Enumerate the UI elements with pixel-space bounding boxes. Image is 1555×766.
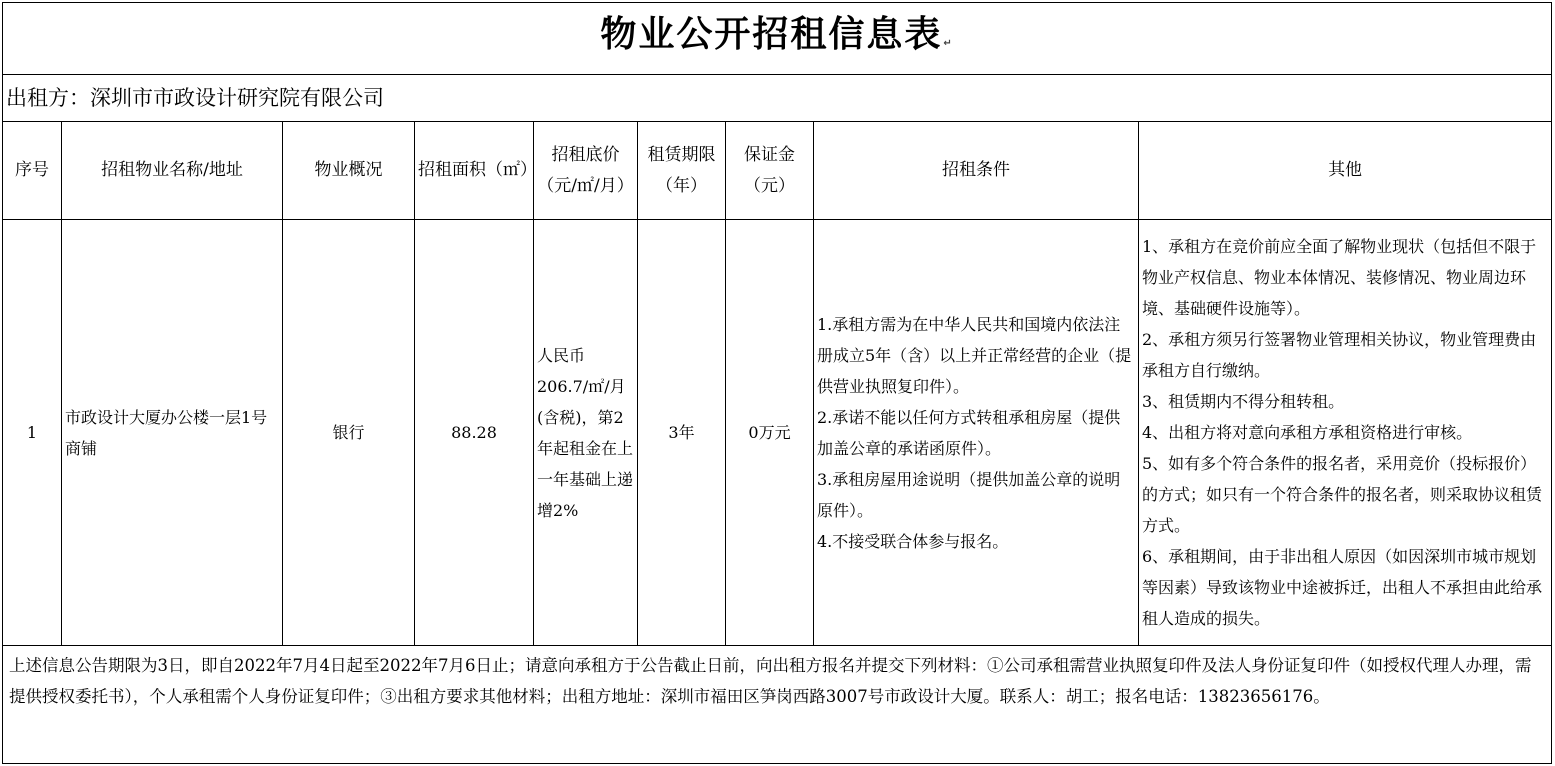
cell-seq: 1 — [3, 220, 62, 646]
table-row — [3, 220, 1552, 646]
header-other: 其他 — [1139, 122, 1552, 220]
condition-item: 2.承诺不能以任何方式转租承租房屋（提供加盖公章的承诺函原件）。 — [817, 407, 1121, 458]
condition-item: 1.承租方需为在中华人民共和国境内依法注册成立5年（含）以上并正常经营的企业（提供营业执照复印件）。 — [817, 314, 1132, 396]
cell-overview: 银行 — [283, 220, 415, 646]
header-seq: 序号 — [3, 122, 62, 220]
cell-area: 88.28 — [415, 220, 534, 646]
condition-item: 3.承租房屋用途说明（提供加盖公章的说明原件）。 — [817, 469, 1121, 520]
cell-name: 市政设计大厦办公楼一层1号商铺 — [62, 220, 283, 646]
table-header-row — [3, 122, 1552, 220]
header-price: 招租底价（元/㎡/月） — [534, 122, 638, 220]
rental-info-table — [2, 2, 1552, 764]
rental-info-document — [2, 2, 1551, 763]
condition-item: 4.不接受联合体参与报名。 — [817, 531, 1009, 551]
cell-other — [1139, 220, 1552, 646]
page-title: 物业公开招租信息表↵ — [3, 3, 1552, 75]
other-item: 6、承租期间，由于非出租人原因（如因深圳市城市规划等因素）导致该物业中途被拆迁，出租人不承担由此给承租人造成的损失。 — [1142, 547, 1543, 628]
header-deposit: 保证金（元） — [726, 122, 814, 220]
header-name: 招租物业名称/地址 — [62, 122, 283, 220]
other-item: 3、租赁期内不得分租转租。 — [1142, 392, 1345, 411]
cell-conditions — [814, 220, 1139, 646]
announcement-notes: 上述信息公告期限为3日，即自2022年7月4日起至2022年7月6日止；请意向承租方于公告截止日前，向出租方报名并提交下列材料：①公司承租需营业执照复印件及法人身份证复印件（如授权代理人办理，需提供授权委托书），个人承租需个人身份证复印件；③出租方要求其他材料；出租方地址：深圳市福田区笋岗西路3007号市政设计大厦。联系人：胡工；报名电话：13823656176。 — [3, 646, 1552, 764]
other-item: 5、如有多个符合条件的报名者，采用竞价（投标报价）的方式；如只有一个符合条件的报名者，则采取协议租赁方式。 — [1142, 454, 1543, 535]
cell-deposit: 0万元 — [726, 220, 814, 646]
header-overview: 物业概况 — [283, 122, 415, 220]
header-conditions: 招租条件 — [814, 122, 1139, 220]
header-area: 招租面积（㎡） — [415, 122, 534, 220]
lessor-line: 出租方：深圳市市政设计研究院有限公司 — [3, 75, 1552, 122]
other-item: 1、承租方在竞价前应全面了解物业现状（包括但不限于物业产权信息、物业本体情况、装修情况、物业周边环境、基础硬件设施等）。 — [1142, 237, 1537, 318]
header-term: 租赁期限（年） — [638, 122, 726, 220]
cell-term: 3年 — [638, 220, 726, 646]
other-item: 2、承租方须另行签署物业管理相关协议，物业管理费由承租方自行缴纳。 — [1142, 330, 1537, 380]
cell-price: 人民币206.7/㎡/月(含税)，第2年起租金在上一年基础上递增2% — [534, 220, 638, 646]
other-item: 4、出租方将对意向承租方承租资格进行审核。 — [1142, 423, 1473, 442]
paragraph-mark-icon: ↵ — [943, 37, 954, 49]
